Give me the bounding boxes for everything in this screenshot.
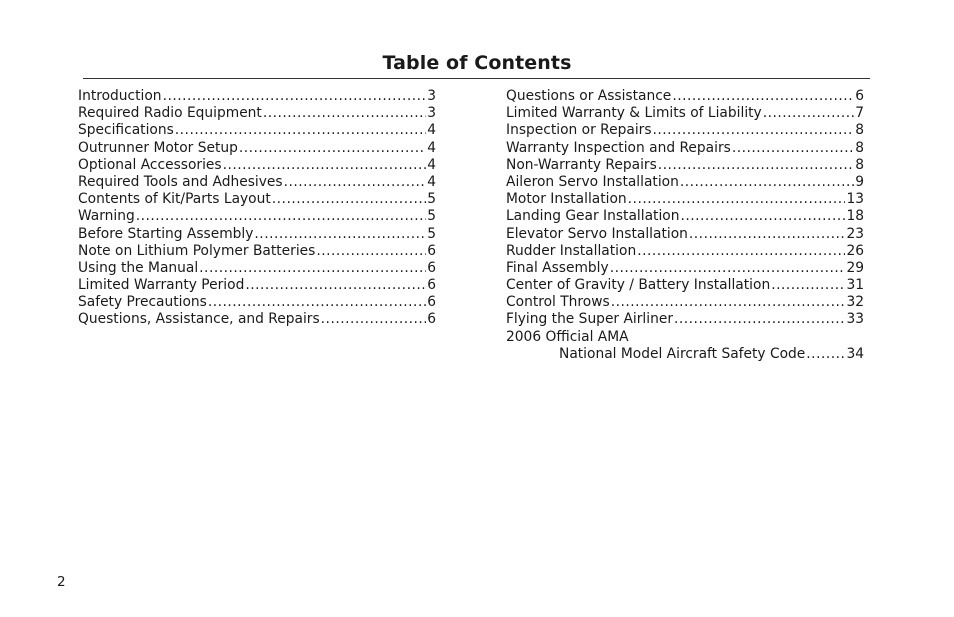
toc-entry — [78, 157, 436, 174]
page-number: 2 — [57, 574, 66, 590]
toc-entry — [78, 174, 436, 191]
toc-entry — [78, 226, 436, 243]
toc-entry-page: 6 — [427, 311, 436, 328]
toc-title: Table of Contents — [382, 52, 572, 74]
toc-entry-label: Motor Installation — [506, 191, 627, 208]
dot-leader — [732, 140, 854, 157]
dot-leader — [163, 88, 427, 105]
toc-entry — [506, 277, 864, 294]
toc-entry — [78, 122, 436, 139]
dot-leader — [653, 122, 855, 139]
dot-leader — [674, 311, 845, 328]
toc-entry — [78, 191, 436, 208]
toc-entry-page: 9 — [855, 173, 864, 190]
toc-entry-page: 5 — [427, 225, 436, 242]
dot-leader — [199, 260, 426, 277]
dot-leader — [239, 140, 426, 157]
toc-entry-label-line2: National Model Aircraft Safety Code — [559, 345, 806, 362]
toc-entry-label: Warranty Inspection and Repairs — [506, 139, 731, 156]
toc-entry-page: 34 — [846, 345, 864, 362]
toc-entry-page: 5 — [427, 208, 436, 225]
dot-leader — [637, 243, 845, 260]
toc-entry-page: 5 — [427, 191, 436, 208]
toc-entry — [78, 260, 436, 277]
toc-entry-label: Flying the Super Airliner — [506, 311, 674, 328]
dot-leader — [284, 174, 427, 191]
title-rule — [83, 78, 870, 79]
toc-entry-label: Landing Gear Installation — [506, 208, 680, 225]
dot-leader — [208, 294, 426, 311]
toc-entry — [78, 311, 436, 328]
toc-entry-page: 29 — [846, 259, 864, 276]
dot-leader — [611, 294, 846, 311]
toc-entry-label: Before Starting Assembly — [78, 225, 254, 242]
toc-entry — [78, 88, 436, 105]
dot-leader — [763, 105, 854, 122]
toc-entry-page: 8 — [855, 139, 864, 156]
dot-leader — [806, 346, 845, 363]
toc-entry-page: 18 — [846, 208, 864, 225]
toc-entry-label: Note on Lithium Polymer Batteries — [78, 242, 316, 259]
toc-entry-label: Inspection or Repairs — [506, 122, 652, 139]
dot-leader — [672, 88, 854, 105]
dot-leader — [680, 174, 854, 191]
toc-entry-page: 6 — [855, 88, 864, 104]
toc-entry — [78, 243, 436, 260]
toc-entry-label: Final Assembly — [506, 259, 609, 276]
toc-entry-label: Contents of Kit/Parts Layout — [78, 191, 271, 208]
toc-entry — [506, 208, 864, 225]
toc-entry-page: 4 — [427, 139, 436, 156]
toc-entry-label: Specifications — [78, 122, 174, 139]
toc-entry-page: 4 — [427, 173, 436, 190]
toc-entry-page: 26 — [846, 242, 864, 259]
toc-entry-page: 6 — [427, 259, 436, 276]
toc-entry — [506, 294, 864, 311]
toc-entry-page: 6 — [427, 242, 436, 259]
dot-leader — [658, 157, 854, 174]
toc-entry — [506, 243, 864, 260]
toc-entry-label: Introduction — [78, 88, 162, 104]
toc-entry-label: Center of Gravity / Battery Installation — [506, 277, 771, 294]
toc-right-column — [506, 88, 864, 363]
toc-entry — [506, 311, 864, 328]
dot-leader — [175, 122, 426, 139]
dot-leader — [689, 226, 846, 243]
toc-entry-page: 3 — [427, 88, 436, 104]
dot-leader — [136, 208, 426, 225]
toc-entry-label: Safety Precautions — [78, 294, 207, 311]
toc-entry-page: 4 — [427, 156, 436, 173]
toc-entry — [78, 277, 436, 294]
toc-entry-label: Questions or Assistance — [506, 88, 672, 104]
toc-left-column — [78, 88, 436, 329]
toc-entry — [506, 122, 864, 139]
toc-entry-label: Elevator Servo Installation — [506, 225, 688, 242]
toc-entry — [78, 294, 436, 311]
dot-leader — [610, 260, 846, 277]
toc-entry-label: Limited Warranty Period — [78, 277, 245, 294]
toc-entry-wrapped — [506, 329, 864, 363]
dot-leader — [771, 277, 845, 294]
toc-entry-label-line1: 2006 Official AMA — [506, 328, 629, 345]
toc-entry-page: 23 — [846, 225, 864, 242]
toc-entry-label: Outrunner Motor Setup — [78, 139, 238, 156]
toc-entry-label: Questions, Assistance, and Repairs — [78, 311, 320, 328]
toc-entry — [506, 191, 864, 208]
dot-leader — [628, 191, 846, 208]
toc-entry-label: Required Radio Equipment — [78, 105, 262, 122]
toc-entry-label: Using the Manual — [78, 259, 199, 276]
dot-leader — [263, 105, 426, 122]
toc-entry-label: Rudder Installation — [506, 242, 637, 259]
dot-leader — [680, 208, 845, 225]
dot-leader — [272, 191, 426, 208]
dot-leader — [321, 311, 427, 328]
toc-entry — [506, 105, 864, 122]
toc-entry-label: Non-Warranty Repairs — [506, 156, 657, 173]
toc-entry — [506, 260, 864, 277]
toc-entry-label: Required Tools and Adhesives — [78, 173, 283, 190]
toc-entry-page: 8 — [855, 156, 864, 173]
toc-entry-page: 6 — [427, 294, 436, 311]
toc-entry — [506, 157, 864, 174]
toc-entry-label: Warning — [78, 208, 135, 225]
dot-leader — [316, 243, 426, 260]
dot-leader — [245, 277, 426, 294]
toc-entry-page: 8 — [855, 122, 864, 139]
toc-entry — [506, 226, 864, 243]
toc-entry-label: Limited Warranty & Limits of Liability — [506, 105, 762, 122]
toc-entry-page: 7 — [855, 105, 864, 122]
dot-leader — [254, 226, 426, 243]
toc-entry-page: 4 — [427, 122, 436, 139]
toc-entry-page: 33 — [846, 311, 864, 328]
toc-entry-page: 3 — [427, 105, 436, 122]
toc-entry — [506, 140, 864, 157]
toc-entry — [78, 105, 436, 122]
toc-entry-page: 6 — [427, 277, 436, 294]
toc-entry — [78, 140, 436, 157]
toc-entry-page: 32 — [846, 294, 864, 311]
toc-entry-label: Aileron Servo Installation — [506, 173, 679, 190]
toc-entry-label: Optional Accessories — [78, 156, 222, 173]
toc-entry-page: 31 — [846, 277, 864, 294]
toc-entry — [506, 346, 864, 363]
toc-entry — [506, 88, 864, 105]
toc-entry-page: 13 — [846, 191, 864, 208]
toc-entry-label: Control Throws — [506, 294, 610, 311]
toc-entry — [78, 208, 436, 225]
toc-entry — [506, 174, 864, 191]
dot-leader — [223, 157, 427, 174]
